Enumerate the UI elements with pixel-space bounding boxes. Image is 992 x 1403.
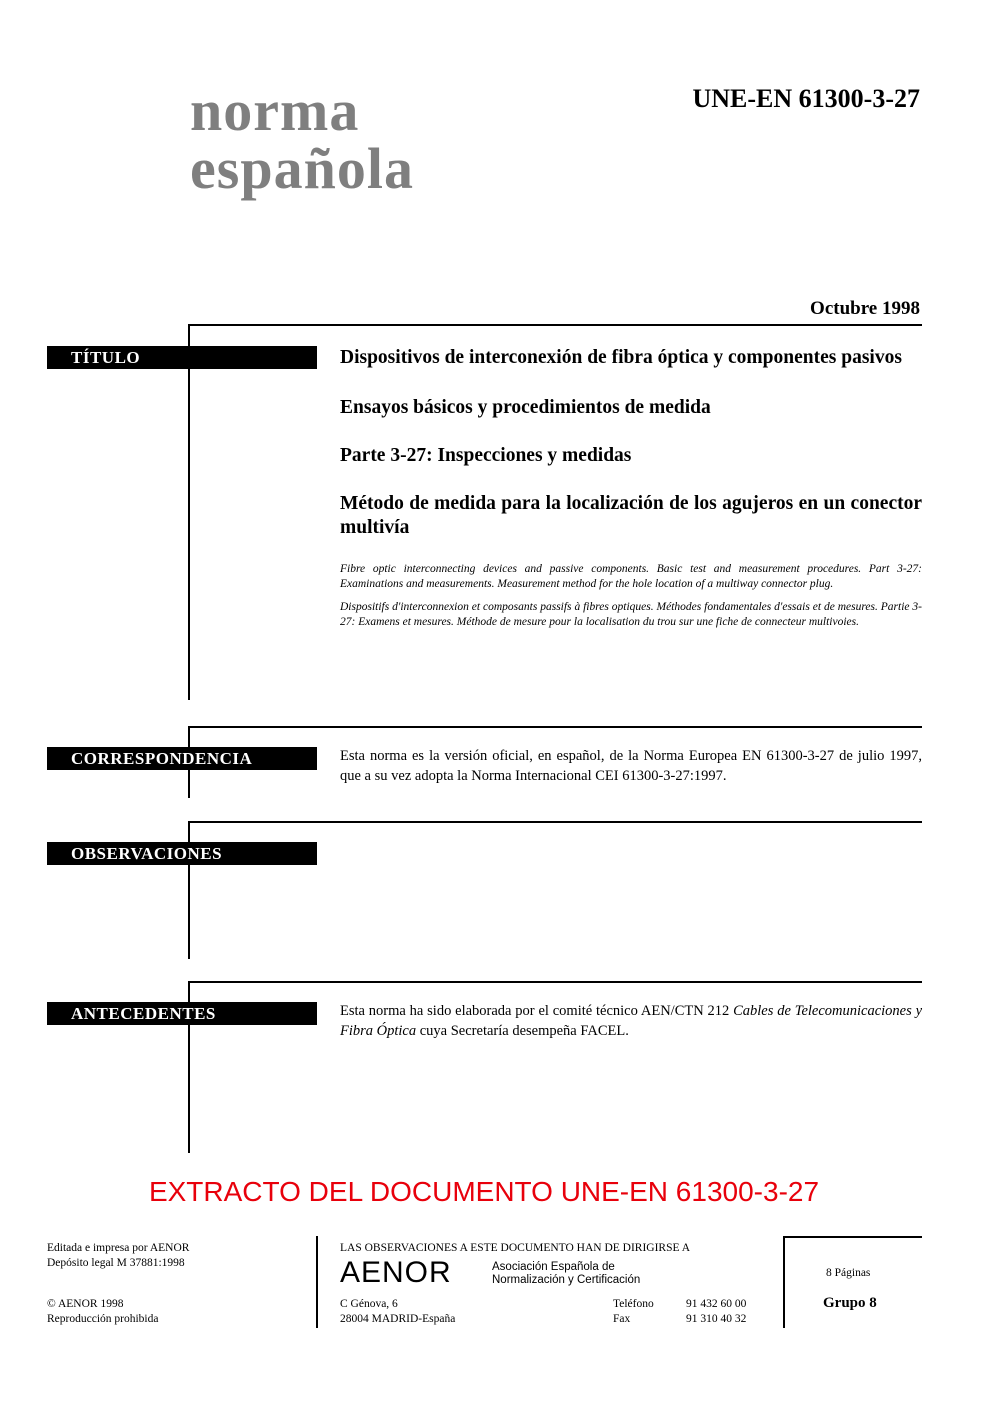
association-line-2: Normalización y Certificación — [492, 1274, 641, 1286]
copyright: © AENOR 1998 — [47, 1298, 124, 1310]
spanish-title-4: Método de medida para la localización de los agujeros en un conector multivía — [340, 493, 922, 538]
observations-note: LAS OBSERVACIONES A ESTE DOCUMENTO HAN DE DIRIGIRSE A — [340, 1242, 691, 1254]
fax-label: Fax — [613, 1313, 631, 1325]
brand-line-2: española — [190, 136, 414, 201]
brand-title — [190, 78, 414, 201]
contact-numbers — [686, 1297, 746, 1327]
french-title: Dispositifs d'interconnexion et composants passifs à fibres optiques. Méthodes fondamentales d'essais et de mesures. Partie 3-27: Examens et mesures. Méthode de mesure pour la localisation du trou sur une fiche de connecteur multivoies. — [340, 601, 922, 628]
footer-copyright-info — [47, 1297, 158, 1327]
footer-edition-info — [47, 1241, 189, 1271]
publication-date: Octubre 1998 — [810, 298, 920, 319]
extract-watermark: EXTRACTO DEL DOCUMENTO UNE-EN 61300-3-27 — [148, 1176, 820, 1207]
reproduction-notice: Reproducción prohibida — [47, 1313, 159, 1325]
address-city: 28004 MADRID-España — [340, 1313, 456, 1325]
section-rule-correspondencia — [188, 726, 922, 728]
association-name — [492, 1261, 640, 1287]
footer-box-top-rule — [783, 1236, 922, 1238]
phone-number: 91 432 60 00 — [686, 1298, 747, 1310]
spanish-title-1: Dispositivos de interconexión de fibra óptica y componentes pasivos — [340, 347, 902, 368]
legal-deposit: Depósito legal M 37881:1998 — [47, 1257, 185, 1269]
footer-divider-left — [316, 1236, 318, 1328]
section-label-titulo: TÍTULO — [47, 346, 317, 369]
antecedentes-text-start: Esta norma ha sido elaborada por el comité técnico AEN/CTN 212 — [340, 1003, 734, 1019]
fax-number: 91 310 40 32 — [686, 1313, 747, 1325]
section-rule-titulo — [188, 324, 922, 326]
spanish-title-3: Parte 3-27: Inspecciones y medidas — [340, 445, 632, 466]
address-street: C Génova, 6 — [340, 1298, 398, 1310]
page-count: 8 Páginas — [826, 1267, 871, 1279]
aenor-logo: AENOR — [340, 1256, 452, 1289]
section-label-correspondencia: CORRESPONDENCIA — [47, 747, 317, 770]
section-rule-antecedentes — [188, 981, 922, 983]
section-rule-observaciones — [188, 821, 922, 823]
contact-labels — [613, 1297, 654, 1327]
title-block — [340, 346, 922, 638]
price-group: Grupo 8 — [823, 1295, 877, 1311]
section-vrule-titulo — [188, 324, 190, 700]
edited-by: Editada e impresa por AENOR — [47, 1242, 190, 1254]
english-title: Fibre optic interconnecting devices and passive components. Basic test and measurement procedures. Part 3-27: Examinations and measurements. Measurement method for the hole location of a multiway connector plug. — [340, 563, 922, 590]
footer-box-left-rule — [783, 1236, 785, 1328]
phone-label: Teléfono — [613, 1298, 654, 1310]
association-line-1: Asociación Española de — [492, 1261, 615, 1273]
address — [340, 1297, 455, 1327]
spanish-title-2: Ensayos básicos y procedimientos de medida — [340, 397, 711, 418]
antecedentes-text-end: cuya Secretaría desempeña FACEL. — [416, 1023, 629, 1039]
section-label-observaciones: OBSERVACIONES — [47, 842, 317, 865]
section-label-antecedentes: ANTECEDENTES — [47, 1002, 317, 1025]
brand-line-1: norma — [190, 78, 360, 143]
standard-code: UNE-EN 61300-3-27 — [692, 84, 920, 113]
antecedentes-text — [340, 1001, 922, 1041]
antecedentes-committee-name: Cables de Telecomunicaciones y Fibra Óptica — [340, 1003, 923, 1039]
correspondencia-text: Esta norma es la versión oficial, en español, de la Norma Europea EN 61300-3-27 de julio 1997, que a su vez adopta la Norma Internacional CEI 61300-3-27:1997. — [340, 748, 922, 784]
